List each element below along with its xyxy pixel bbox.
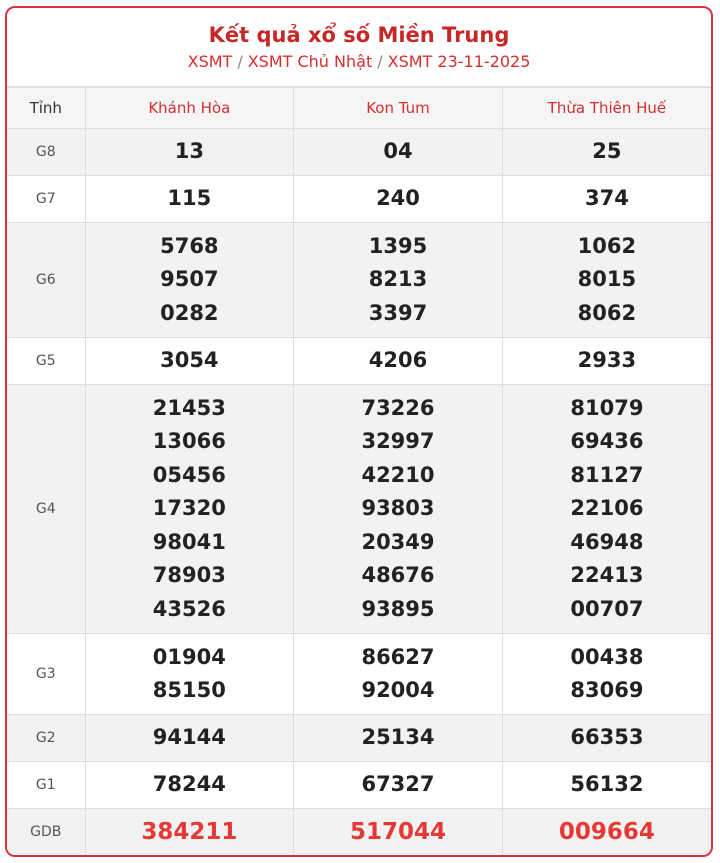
prize-cell <box>294 809 503 856</box>
prize-number: 98041 <box>152 529 226 554</box>
prize-number: 05456 <box>152 462 226 487</box>
prize-cell <box>85 176 294 223</box>
prize-number: 4206 <box>368 348 428 373</box>
table-row <box>7 634 711 715</box>
prize-cell <box>502 176 711 223</box>
prize-number: 17320 <box>152 496 226 521</box>
prize-number: 8213 <box>368 267 428 292</box>
prize-number: 3054 <box>160 348 219 373</box>
prize-number: 83069 <box>570 678 644 702</box>
table-row <box>7 715 711 762</box>
prize-number: 92004 <box>361 678 435 702</box>
special-prize-number: 517044 <box>349 819 446 845</box>
prize-number: 43526 <box>152 596 226 621</box>
table-row <box>7 385 711 634</box>
special-prize-number: 009664 <box>558 819 655 845</box>
prize-label: G1 <box>7 762 85 809</box>
prize-label: GDB <box>7 809 85 856</box>
prize-number: 00707 <box>570 596 644 621</box>
column-header-kon-tum[interactable]: Kon Tum <box>294 88 503 129</box>
prize-cell <box>294 762 503 809</box>
breadcrumb-separator: / <box>377 52 383 71</box>
table-row <box>7 338 711 385</box>
column-header-thua-thien-hue[interactable]: Thừa Thiên Huế <box>502 88 711 129</box>
prize-label: G8 <box>7 129 85 176</box>
prize-number: 2933 <box>577 348 637 373</box>
prize-cell <box>294 715 503 762</box>
prize-number: 86627 <box>361 644 435 669</box>
prize-number: 69436 <box>570 429 644 454</box>
prize-number: 81079 <box>570 395 644 420</box>
prize-number: 00438 <box>570 644 644 669</box>
prize-label: G2 <box>7 715 85 762</box>
table-row <box>7 762 711 809</box>
prize-cell <box>85 715 294 762</box>
prize-cell <box>294 129 503 176</box>
prize-number: 5768 <box>160 233 219 258</box>
prize-cell <box>85 634 294 715</box>
prize-cell <box>294 385 503 634</box>
breadcrumb-separator: / <box>237 52 243 71</box>
prize-number: 81127 <box>570 462 644 487</box>
prize-number: 85150 <box>152 678 226 702</box>
breadcrumb-xsmt-date[interactable]: XSMT 23-11-2025 <box>387 52 531 71</box>
prize-number: 25134 <box>361 725 435 750</box>
prize-label: G4 <box>7 385 85 634</box>
prize-number: 48676 <box>361 563 435 588</box>
prize-number: 94144 <box>152 725 226 750</box>
prize-number: 3397 <box>368 300 428 325</box>
table-row <box>7 809 711 856</box>
prize-label: G7 <box>7 176 85 223</box>
prize-number: 93803 <box>361 496 435 521</box>
prize-number: 9507 <box>160 267 219 292</box>
prize-cell <box>85 385 294 634</box>
prize-label: G3 <box>7 634 85 715</box>
prize-number: 8015 <box>577 267 637 292</box>
prize-number: 46948 <box>570 529 644 554</box>
prize-number: 22413 <box>570 563 644 588</box>
prize-cell <box>294 634 503 715</box>
prize-cell <box>502 223 711 338</box>
prize-number: 42210 <box>361 462 435 487</box>
breadcrumb <box>7 52 711 72</box>
prize-cell <box>294 223 503 338</box>
prize-cell <box>502 762 711 809</box>
prize-number: 32997 <box>361 429 435 454</box>
breadcrumb-xsmt-sunday[interactable]: XSMT Chủ Nhật <box>247 52 373 71</box>
table-row <box>7 176 711 223</box>
prize-cell <box>502 809 711 856</box>
prize-number: 20349 <box>361 529 435 554</box>
prize-number: 78903 <box>152 563 226 588</box>
prize-number: 01904 <box>152 644 226 669</box>
results-table <box>7 87 711 856</box>
prize-number: 73226 <box>361 395 435 420</box>
prize-cell <box>85 809 294 856</box>
prize-number: 66353 <box>570 725 644 750</box>
prize-cell <box>502 715 711 762</box>
table-header-row <box>7 88 711 129</box>
prize-number: 8062 <box>577 300 637 325</box>
prize-label: G5 <box>7 338 85 385</box>
prize-number: 93895 <box>361 596 435 621</box>
results-header <box>7 8 711 87</box>
prize-number: 56132 <box>570 772 644 797</box>
table-row <box>7 223 711 338</box>
prize-number: 1062 <box>577 233 637 258</box>
prize-number: 13066 <box>152 429 226 454</box>
prize-cell <box>502 338 711 385</box>
prize-number: 04 <box>383 139 413 164</box>
prize-cell <box>502 385 711 634</box>
prize-number: 22106 <box>570 496 644 521</box>
prize-cell <box>294 338 503 385</box>
prize-number: 240 <box>376 186 420 211</box>
special-prize-number: 384211 <box>141 819 238 845</box>
table-row <box>7 129 711 176</box>
prize-number: 1395 <box>368 233 428 258</box>
prize-cell <box>85 762 294 809</box>
prize-number: 67327 <box>361 772 435 797</box>
prize-number: 25 <box>592 139 622 164</box>
prize-cell <box>502 634 711 715</box>
prize-cell <box>502 129 711 176</box>
prize-number: 115 <box>167 186 212 211</box>
results-card <box>5 6 713 857</box>
page-title: Kết quả xổ số Miền Trung <box>208 23 510 47</box>
prize-number: 0282 <box>160 300 219 325</box>
results-table-body <box>7 129 711 856</box>
prize-number: 374 <box>584 186 629 211</box>
column-header-province: Tỉnh <box>7 88 85 129</box>
prize-cell <box>85 338 294 385</box>
prize-number: 21453 <box>152 395 226 420</box>
breadcrumb-xsmt[interactable]: XSMT <box>187 52 233 71</box>
prize-number: 13 <box>174 139 204 164</box>
prize-cell <box>294 176 503 223</box>
column-header-khanh-hoa[interactable]: Khánh Hòa <box>85 88 294 129</box>
prize-number: 78244 <box>152 772 226 797</box>
prize-label: G6 <box>7 223 85 338</box>
prize-cell <box>85 223 294 338</box>
prize-cell <box>85 129 294 176</box>
